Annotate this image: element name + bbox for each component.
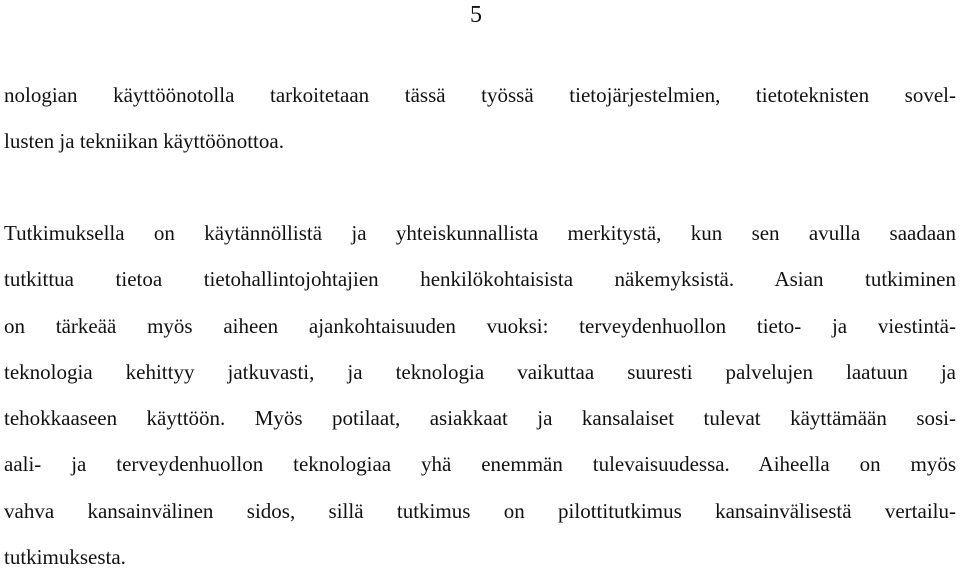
text-line: vahva kansainvälinen sidos, sillä tutkimus on pilottitutkimus kansainvälisestä vertailu- (4, 499, 956, 523)
text-line: aali- ja terveydenhuollon teknologiaa yhä enemmän tulevaisuudessa. Aiheella on myös (4, 452, 956, 476)
text-line: lusten ja tekniikan käyttöönottoa. (4, 129, 284, 153)
text-line: teknologia kehittyy jatkuvasti, ja teknologia vaikuttaa suuresti palvelujen laatuun ja (4, 360, 956, 384)
text-line: on tärkeää myös aiheen ajankohtaisuuden vuoksi: terveydenhuollon tieto- ja viestintä- (4, 314, 956, 338)
text-line: tutkimuksesta. (4, 545, 126, 569)
text-line: tutkittua tietoa tietohallintojohtajien henkilökohtaisista näkemyksistä. Asian tutkiminen (4, 267, 956, 291)
text-line: tehokkaaseen käyttöön. Myös potilaat, asiakkaat ja kansalaiset tulevat käyttämään sosi- (4, 406, 956, 430)
text-line: nologian käyttöönotolla tarkoitetaan tässä työssä tietojärjestelmien, tietoteknisten sovel- (4, 83, 956, 107)
page-number: 5 (470, 2, 482, 28)
text-line: Tutkimuksella on käytännöllistä ja yhteiskunnallista merkitystä, kun sen avulla saadaan (4, 221, 956, 245)
